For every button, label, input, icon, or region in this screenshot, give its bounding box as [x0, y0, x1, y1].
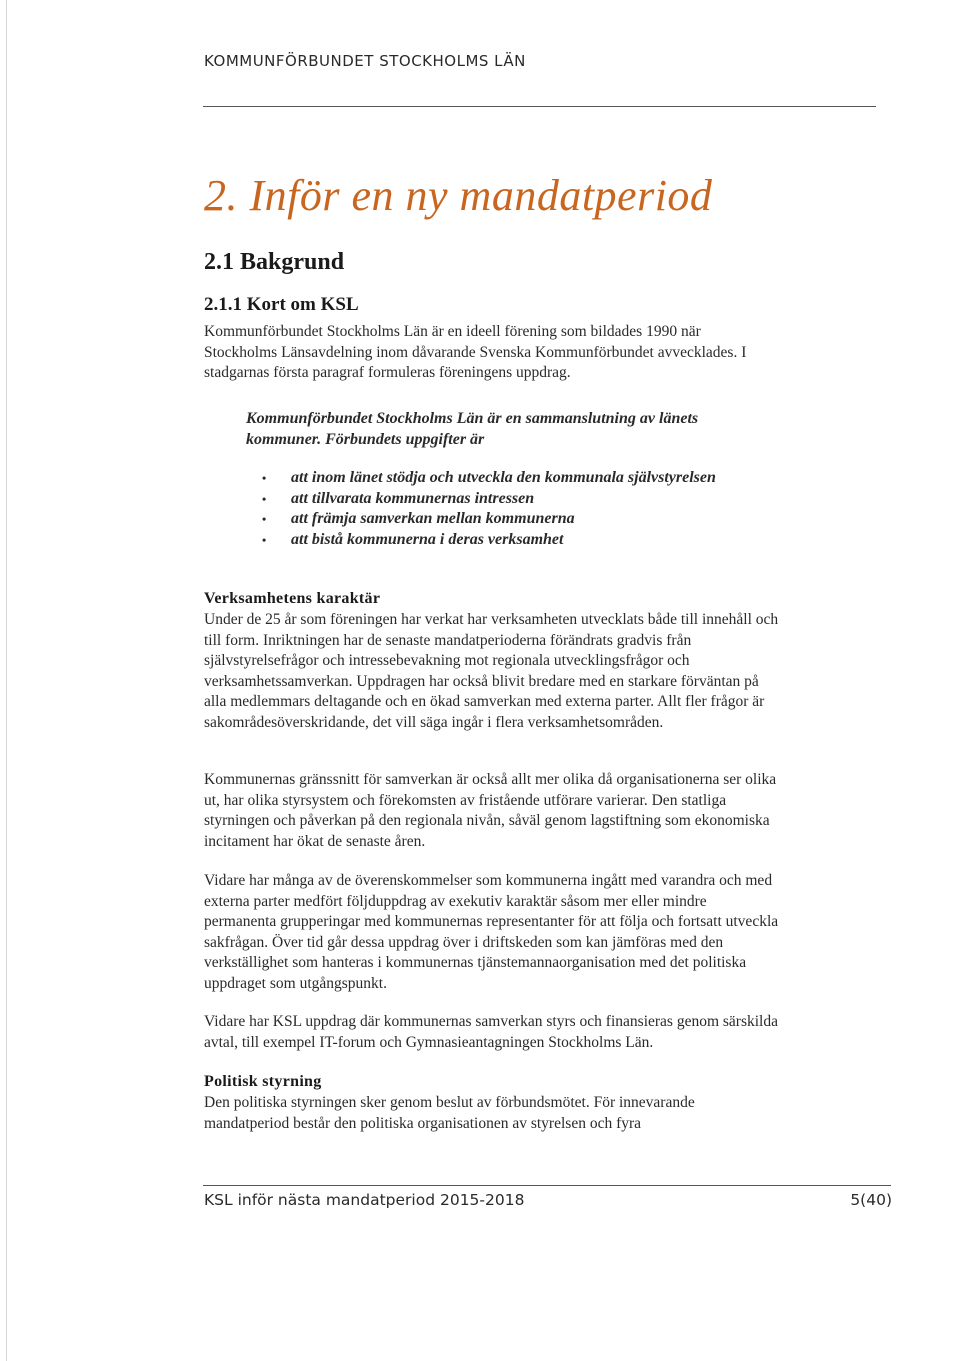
subsection-heading: 2.1.1 Kort om KSL [204, 294, 359, 315]
task-item: • att tillvarata kommunernas intressen [262, 489, 732, 510]
task-item: • att inom länet stödja och utveckla den kommunala självstyrelsen [262, 468, 732, 489]
politisk-heading: Politisk styrning [204, 1073, 322, 1090]
page-number: 5(40) [850, 1191, 892, 1209]
header-divider [203, 106, 876, 107]
ksl-assignments-paragraph: Vidare har KSL uppdrag där kommunernas samverkan styrs och finansieras genom särskilda avtal, till exempel IT-forum och Gymnasieantagningen Stockholms Län. [204, 1013, 778, 1051]
footer-document-title: KSL inför nästa mandatperiod 2015-2018 [204, 1191, 525, 1209]
statutes-quote: Kommunförbundet Stockholms Län är en sammanslutning av länets kommuner. Förbundets uppgifter är [246, 410, 699, 448]
footer-divider [203, 1185, 891, 1186]
scan-edge-line [6, 0, 7, 1361]
intro-paragraph: Kommunförbundet Stockholms Län är en ideell förening som bildades 1990 när Stockholms Länsavdelning inom dåvarande Svenska Kommunförbundet avvecklades. I stadgarnas första paragraf formuleras föreningens uppdrag. [204, 323, 747, 381]
task-item: • att bistå kommunerna i deras verksamhet [262, 530, 732, 551]
section-heading: 2.1 Bakgrund [204, 249, 345, 275]
chapter-title: 2. Inför en ny mandatperiod [204, 171, 713, 220]
task-list [262, 468, 732, 550]
header-org-name: KOMMUNFÖRBUNDET STOCKHOLMS LÄN [204, 52, 526, 70]
agreements-paragraph: Vidare har många av de överenskommelser som kommunerna ingått med varandra och med externa parter medfört följduppdrag av exekutiv karaktär såsom mer eller mindre permanenta grupperingar med kommunernas representanter för att följa och fortsatt utveckla sakfrågan. Över tid går dessa uppdrag över i driftskeden som kan jämföras med den verkställighet som hanteras i kommunernas tjänstemannaorganisation med det politiska uppdraget som utgångspunkt. [204, 872, 779, 992]
task-item: • att främja samverkan mellan kommunerna [262, 509, 732, 530]
karaktar-heading: Verksamhetens karaktär [204, 590, 381, 607]
karaktar-paragraph: Under de 25 år som föreningen har verkat har verksamheten utvecklats både till innehåll och till form. Inriktningen har de senaste mandatperioderna förändrats gradvis från självstyrelsefrågor och intressebevakning mot regionala utvecklingsfrågor och verksamhetssamverkan. Uppdragen har också blivit bredare med en starkare förväntan på alla medlemmars deltagande och en ökad samverkan med externa parter. Allt fler frågor är sakområdesöverskridande, det vill säga ingår i flera verksamhetsområden. [204, 611, 779, 731]
politisk-paragraph: Den politiska styrningen sker genom beslut av förbundsmötet. För innevarande mandatperiod består den politiska organisationen av styrelsen och fyra [204, 1094, 695, 1132]
interface-paragraph: Kommunernas gränssnitt för samverkan är också allt mer olika då organisationerna ser olika ut, har olika styrsystem och förekomsten av fristående utförare varierar. Den statliga styrningen och påverkan på den regionala nivån, såväl genom lagstiftning som ekonomiska incitament har ökat de senaste åren. [204, 771, 777, 850]
